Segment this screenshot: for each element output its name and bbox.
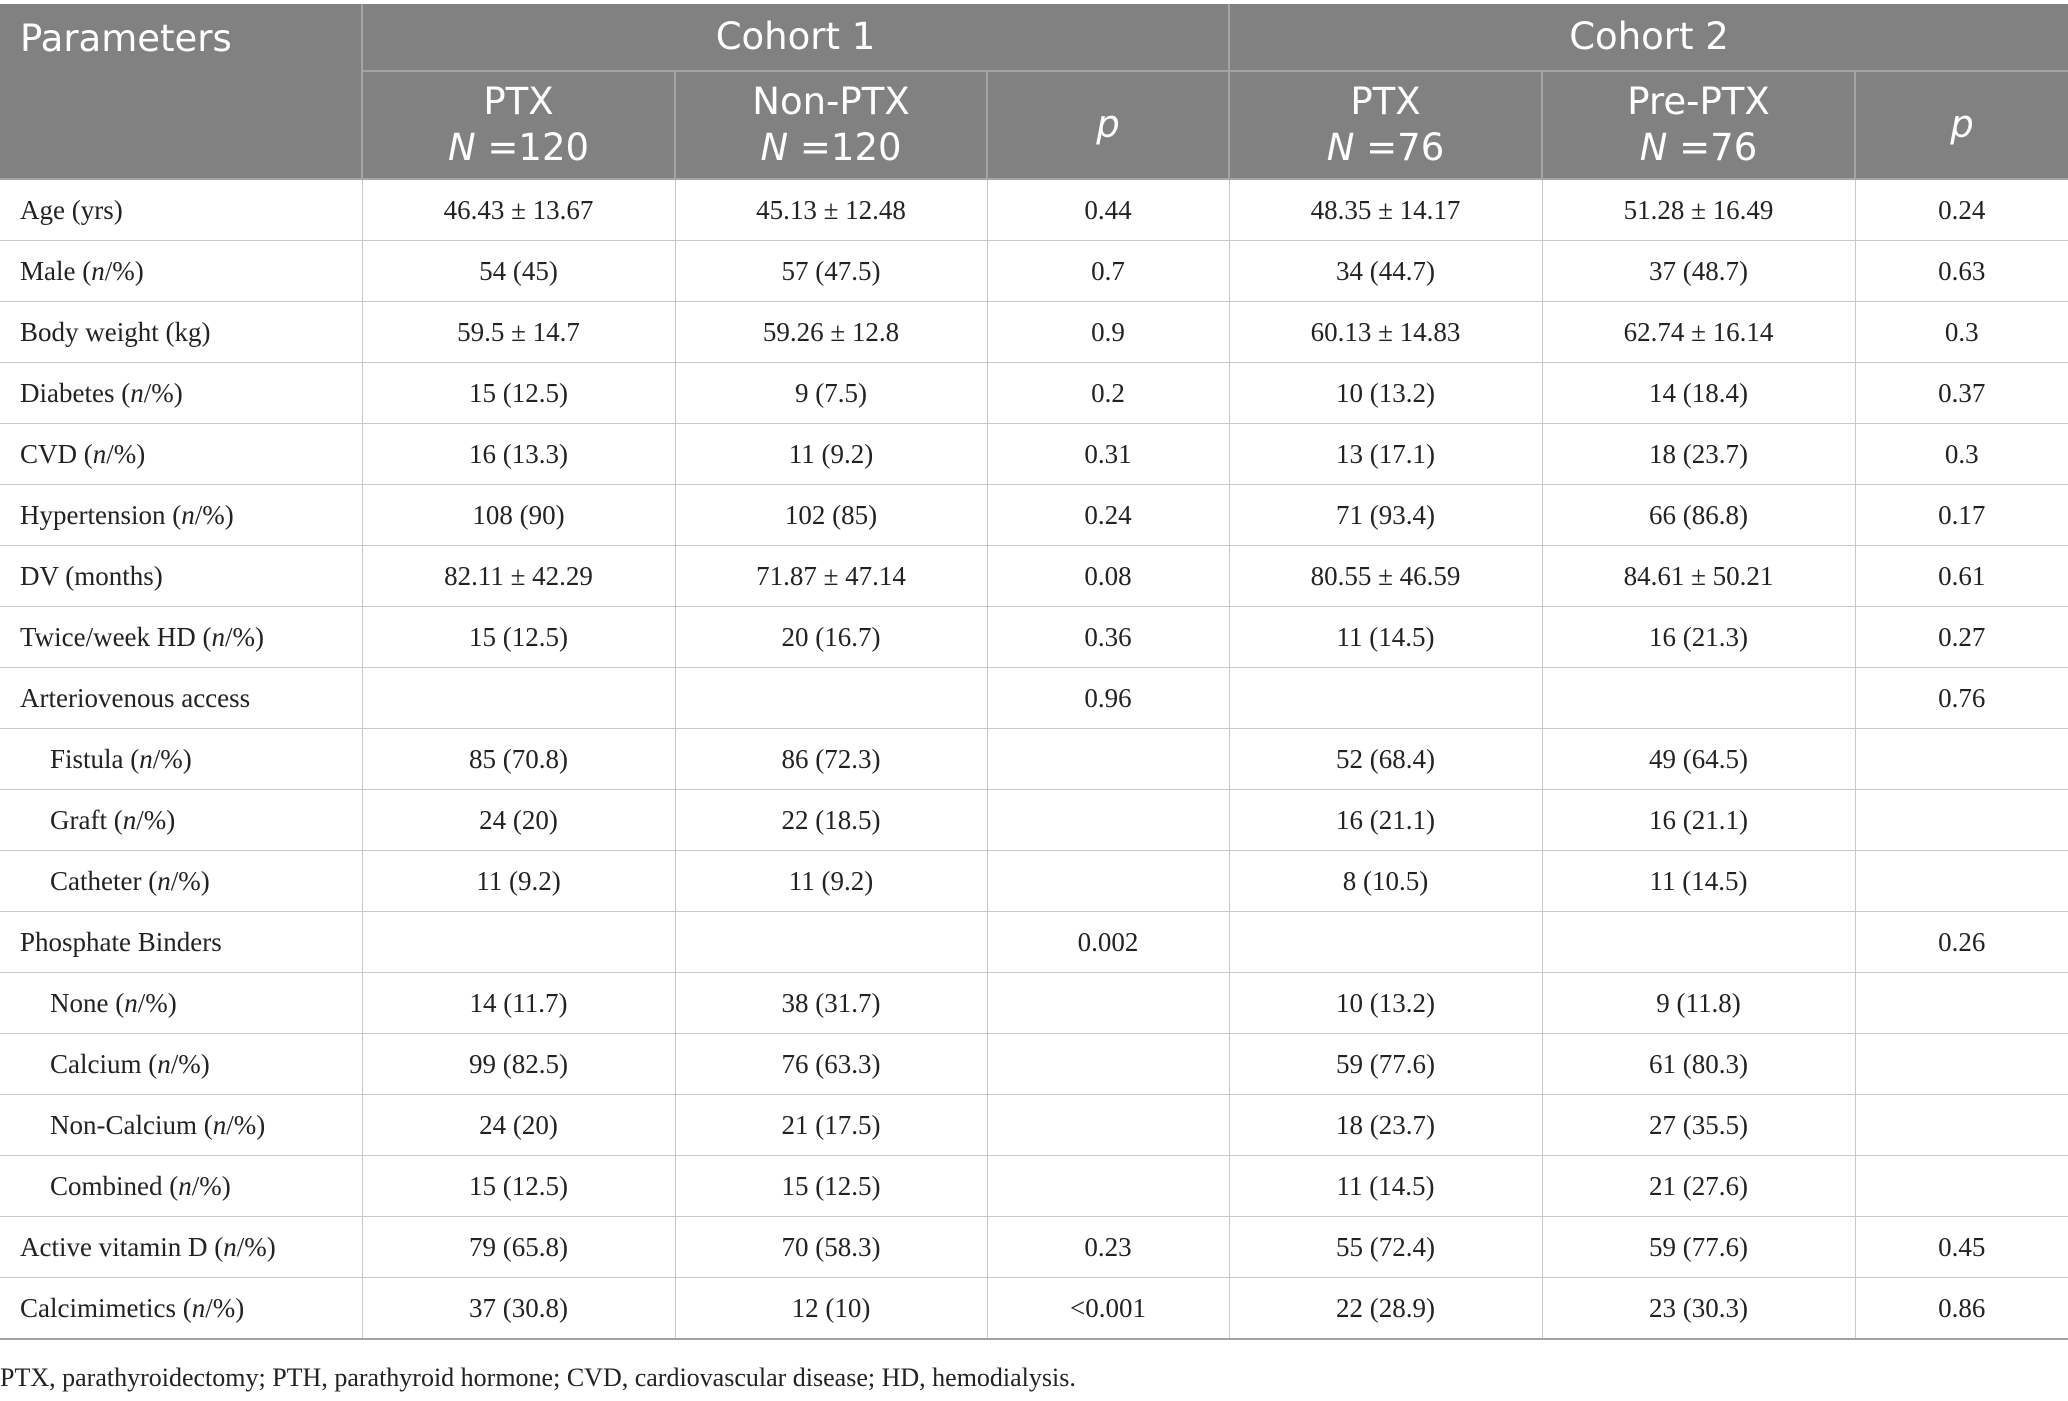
value-cell: 57 (47.5) <box>675 241 987 302</box>
value-cell <box>362 668 675 729</box>
table-header <box>0 4 2068 179</box>
row-label-unit: /%) <box>194 499 234 530</box>
value-cell: 86 (72.3) <box>675 729 987 790</box>
row-label-n-symbol: n <box>212 1109 227 1140</box>
value-cell: 11 (9.2) <box>675 851 987 912</box>
row-label-n-symbol: n <box>223 1231 237 1262</box>
value-cell: 55 (72.4) <box>1229 1217 1542 1278</box>
row-label-n-symbol: n <box>139 743 153 774</box>
sample-size-value: =120 <box>475 126 590 169</box>
subgroup-name: p <box>1950 103 1974 146</box>
row-label-text: Male ( <box>20 255 92 286</box>
subgroup-name: Non-PTX <box>752 80 910 123</box>
value-cell: 82.11 ± 42.29 <box>362 546 675 607</box>
p-value-cell <box>1855 1034 2068 1095</box>
row-label-n-symbol: n <box>130 377 144 408</box>
value-cell: 51.28 ± 16.49 <box>1542 179 1855 241</box>
p-value-cell: 0.2 <box>987 363 1229 424</box>
row-label-n-symbol: n <box>181 499 195 530</box>
value-cell: 59.26 ± 12.8 <box>675 302 987 363</box>
table-row <box>0 851 2068 912</box>
table-row <box>0 1095 2068 1156</box>
value-cell <box>362 912 675 973</box>
row-label-unit: /%) <box>205 1292 245 1323</box>
value-cell: 54 (45) <box>362 241 675 302</box>
value-cell: 15 (12.5) <box>362 1156 675 1217</box>
p-value-cell: 0.86 <box>1855 1278 2068 1340</box>
value-cell: 13 (17.1) <box>1229 424 1542 485</box>
value-cell: 62.74 ± 16.14 <box>1542 302 1855 363</box>
value-cell <box>1229 912 1542 973</box>
p-value-cell <box>987 973 1229 1034</box>
row-label-text: Fistula ( <box>50 743 140 774</box>
table-row <box>0 973 2068 1034</box>
row-label-unit: /%) <box>152 743 192 774</box>
sample-size-symbol: N <box>1326 126 1355 169</box>
value-cell: 85 (70.8) <box>362 729 675 790</box>
value-cell: 22 (18.5) <box>675 790 987 851</box>
baseline-characteristics-table <box>0 4 2068 1340</box>
table-row <box>0 1034 2068 1095</box>
value-cell: 71.87 ± 47.14 <box>675 546 987 607</box>
row-label <box>0 363 362 424</box>
row-label <box>0 546 362 607</box>
row-label-text: Hypertension ( <box>20 499 182 530</box>
value-cell: 38 (31.7) <box>675 973 987 1034</box>
value-cell: 10 (13.2) <box>1229 363 1542 424</box>
value-cell: 24 (20) <box>362 790 675 851</box>
table-row <box>0 607 2068 668</box>
row-label-text: Calcium ( <box>50 1048 158 1079</box>
subgroup-sample-size <box>1543 125 1854 171</box>
value-cell: 14 (18.4) <box>1542 363 1855 424</box>
subgroup-header <box>675 71 987 179</box>
p-value-cell: 0.96 <box>987 668 1229 729</box>
table-row <box>0 912 2068 973</box>
value-cell: 10 (13.2) <box>1229 973 1542 1034</box>
row-label-n-symbol: n <box>191 1292 206 1323</box>
p-value-cell: 0.27 <box>1855 607 2068 668</box>
parameters-header: Parameters <box>0 4 362 179</box>
value-cell: 16 (21.1) <box>1542 790 1855 851</box>
p-value-cell: 0.44 <box>987 179 1229 241</box>
sample-size-symbol: N <box>1639 126 1668 169</box>
sample-size-symbol: N <box>447 126 476 169</box>
value-cell: 66 (86.8) <box>1542 485 1855 546</box>
value-cell: 11 (14.5) <box>1542 851 1855 912</box>
row-label-n-symbol: n <box>157 865 171 896</box>
row-label-unit: /%) <box>104 255 144 286</box>
p-value-cell <box>987 1095 1229 1156</box>
row-label-text: Twice/week HD ( <box>20 621 212 652</box>
table-row <box>0 485 2068 546</box>
subgroup-header <box>362 71 675 179</box>
subgroup-name: PTX <box>1350 80 1421 123</box>
p-value-cell: 0.26 <box>1855 912 2068 973</box>
row-label-text: Phosphate Binders <box>20 926 222 957</box>
p-value-cell: 0.08 <box>987 546 1229 607</box>
value-cell <box>1229 668 1542 729</box>
row-label <box>0 1156 362 1217</box>
row-label <box>0 1278 362 1340</box>
value-cell: 37 (30.8) <box>362 1278 675 1340</box>
p-value-cell: 0.24 <box>987 485 1229 546</box>
p-value-cell <box>987 1156 1229 1217</box>
table-row <box>0 363 2068 424</box>
value-cell: 18 (23.7) <box>1542 424 1855 485</box>
table-row <box>0 241 2068 302</box>
value-cell: 22 (28.9) <box>1229 1278 1542 1340</box>
table-row <box>0 1217 2068 1278</box>
subgroup-name: Pre-PTX <box>1627 80 1770 123</box>
baseline-characteristics-table-container <box>0 4 2068 1340</box>
row-label-text: CVD ( <box>20 438 93 469</box>
p-value-cell: 0.24 <box>1855 179 2068 241</box>
p-value-cell <box>987 851 1229 912</box>
value-cell: 21 (17.5) <box>675 1095 987 1156</box>
p-value-cell <box>1855 973 2068 1034</box>
table-row <box>0 1278 2068 1340</box>
row-label-text: Age (yrs) <box>20 194 123 225</box>
value-cell: 37 (48.7) <box>1542 241 1855 302</box>
row-label-text: Catheter ( <box>50 865 158 896</box>
value-cell: 61 (80.3) <box>1542 1034 1855 1095</box>
p-value-cell <box>987 790 1229 851</box>
value-cell: 9 (7.5) <box>675 363 987 424</box>
value-cell: 27 (35.5) <box>1542 1095 1855 1156</box>
value-cell: 15 (12.5) <box>362 363 675 424</box>
row-label-text: Diabetes ( <box>20 377 131 408</box>
row-label <box>0 912 362 973</box>
cohort2-header: Cohort 2 <box>1229 4 2068 71</box>
value-cell: 16 (21.1) <box>1229 790 1542 851</box>
value-cell: 23 (30.3) <box>1542 1278 1855 1340</box>
value-cell: 79 (65.8) <box>362 1217 675 1278</box>
row-label-text: Active vitamin D ( <box>20 1231 224 1262</box>
row-label <box>0 1217 362 1278</box>
subgroup-name: PTX <box>483 80 554 123</box>
value-cell: 46.43 ± 13.67 <box>362 179 675 241</box>
value-cell <box>675 668 987 729</box>
value-cell: 16 (21.3) <box>1542 607 1855 668</box>
p-value-cell <box>1855 851 2068 912</box>
row-label <box>0 607 362 668</box>
row-label-text: Arteriovenous access <box>20 682 251 713</box>
table-row <box>0 1156 2068 1217</box>
p-value-cell: 0.63 <box>1855 241 2068 302</box>
row-label <box>0 485 362 546</box>
value-cell <box>1542 668 1855 729</box>
table-row <box>0 302 2068 363</box>
value-cell: 15 (12.5) <box>675 1156 987 1217</box>
row-label-text: Combined ( <box>50 1170 179 1201</box>
p-value-cell <box>1855 729 2068 790</box>
table-row <box>0 668 2068 729</box>
row-label-n-symbol: n <box>178 1170 192 1201</box>
row-label <box>0 302 362 363</box>
row-label-n-symbol: n <box>92 438 107 469</box>
value-cell: 70 (58.3) <box>675 1217 987 1278</box>
p-value-cell: 0.3 <box>1855 424 2068 485</box>
row-label-n-symbol: n <box>157 1048 171 1079</box>
row-label <box>0 424 362 485</box>
value-cell: 16 (13.3) <box>362 424 675 485</box>
p-value-cell: 0.31 <box>987 424 1229 485</box>
cohort1-header: Cohort 1 <box>362 4 1229 71</box>
value-cell: 12 (10) <box>675 1278 987 1340</box>
row-label-unit: /%) <box>226 1109 266 1140</box>
p-value-cell <box>1855 1095 2068 1156</box>
value-cell: 60.13 ± 14.83 <box>1229 302 1542 363</box>
row-label-text: Graft ( <box>50 804 123 835</box>
subgroup-header <box>1542 71 1855 179</box>
subgroup-header <box>1229 71 1542 179</box>
p-value-cell <box>987 1034 1229 1095</box>
value-cell: 99 (82.5) <box>362 1034 675 1095</box>
value-cell: 24 (20) <box>362 1095 675 1156</box>
sample-size-value: =76 <box>1354 126 1445 169</box>
value-cell: 20 (16.7) <box>675 607 987 668</box>
value-cell: 59 (77.6) <box>1229 1034 1542 1095</box>
sample-size-value: =120 <box>788 126 902 169</box>
table-body <box>0 179 2068 1339</box>
value-cell: 15 (12.5) <box>362 607 675 668</box>
table-row <box>0 546 2068 607</box>
subgroup-name: p <box>1096 103 1120 146</box>
subgroup-sample-size <box>1230 125 1541 171</box>
value-cell: 11 (9.2) <box>362 851 675 912</box>
row-label-n-symbol: n <box>91 255 105 286</box>
row-label <box>0 790 362 851</box>
sample-size-symbol: N <box>760 126 789 169</box>
p-value-cell <box>987 729 1229 790</box>
row-label <box>0 241 362 302</box>
value-cell: 80.55 ± 46.59 <box>1229 546 1542 607</box>
value-cell: 71 (93.4) <box>1229 485 1542 546</box>
p-value-header <box>1855 71 2068 179</box>
value-cell: 45.13 ± 12.48 <box>675 179 987 241</box>
sample-size-value: =76 <box>1667 126 1758 169</box>
row-label-text: None ( <box>50 987 125 1018</box>
value-cell: 21 (27.6) <box>1542 1156 1855 1217</box>
value-cell: 18 (23.7) <box>1229 1095 1542 1156</box>
row-label-text: Non-Calcium ( <box>50 1109 213 1140</box>
value-cell: 49 (64.5) <box>1542 729 1855 790</box>
value-cell: 59.5 ± 14.7 <box>362 302 675 363</box>
value-cell: 52 (68.4) <box>1229 729 1542 790</box>
p-value-cell: 0.76 <box>1855 668 2068 729</box>
row-label <box>0 1034 362 1095</box>
p-value-cell: 0.3 <box>1855 302 2068 363</box>
row-label-n-symbol: n <box>211 621 226 652</box>
subgroup-sample-size <box>363 125 674 171</box>
value-cell: 11 (9.2) <box>675 424 987 485</box>
row-label <box>0 1095 362 1156</box>
value-cell: 59 (77.6) <box>1542 1217 1855 1278</box>
value-cell <box>675 912 987 973</box>
row-label-unit: /%) <box>106 438 146 469</box>
row-label-unit: /%) <box>170 865 210 896</box>
row-label-text: Calcimimetics ( <box>20 1292 192 1323</box>
table-footnote: PTX, parathyroidectomy; PTH, parathyroid hormone; CVD, cardiovascular disease; HD, hemodialysis. <box>0 1363 1076 1392</box>
table-row <box>0 790 2068 851</box>
value-cell: 9 (11.8) <box>1542 973 1855 1034</box>
value-cell: 11 (14.5) <box>1229 1156 1542 1217</box>
row-label-n-symbol: n <box>122 804 137 835</box>
p-value-header <box>987 71 1229 179</box>
p-value-cell: 0.23 <box>987 1217 1229 1278</box>
row-label <box>0 973 362 1034</box>
value-cell: 84.61 ± 50.21 <box>1542 546 1855 607</box>
row-label-unit: /%) <box>236 1231 276 1262</box>
row-label-n-symbol: n <box>124 987 138 1018</box>
subgroup-sample-size <box>676 125 986 171</box>
p-value-cell: 0.9 <box>987 302 1229 363</box>
value-cell: 108 (90) <box>362 485 675 546</box>
value-cell <box>1542 912 1855 973</box>
p-value-cell: <0.001 <box>987 1278 1229 1340</box>
row-label <box>0 179 362 241</box>
row-label-unit: /%) <box>143 377 183 408</box>
p-value-cell <box>1855 790 2068 851</box>
value-cell: 48.35 ± 14.17 <box>1229 179 1542 241</box>
row-label-text: DV (months) <box>20 560 163 591</box>
value-cell: 102 (85) <box>675 485 987 546</box>
table-row <box>0 729 2068 790</box>
table-row <box>0 179 2068 241</box>
p-value-cell: 0.45 <box>1855 1217 2068 1278</box>
row-label-text: Body weight (kg) <box>20 316 211 347</box>
row-label-unit: /%) <box>191 1170 231 1201</box>
p-value-cell: 0.37 <box>1855 363 2068 424</box>
value-cell: 8 (10.5) <box>1229 851 1542 912</box>
p-value-cell <box>1855 1156 2068 1217</box>
row-label-unit: /%) <box>170 1048 210 1079</box>
p-value-cell: 0.002 <box>987 912 1229 973</box>
p-value-cell: 0.61 <box>1855 546 2068 607</box>
value-cell: 76 (63.3) <box>675 1034 987 1095</box>
value-cell: 11 (14.5) <box>1229 607 1542 668</box>
row-label-unit: /%) <box>137 987 177 1018</box>
p-value-cell: 0.7 <box>987 241 1229 302</box>
row-label <box>0 668 362 729</box>
row-label-unit: /%) <box>225 621 265 652</box>
value-cell: 14 (11.7) <box>362 973 675 1034</box>
row-label <box>0 729 362 790</box>
row-label <box>0 851 362 912</box>
p-value-cell: 0.17 <box>1855 485 2068 546</box>
row-label-unit: /%) <box>136 804 176 835</box>
value-cell: 34 (44.7) <box>1229 241 1542 302</box>
p-value-cell: 0.36 <box>987 607 1229 668</box>
table-row <box>0 424 2068 485</box>
